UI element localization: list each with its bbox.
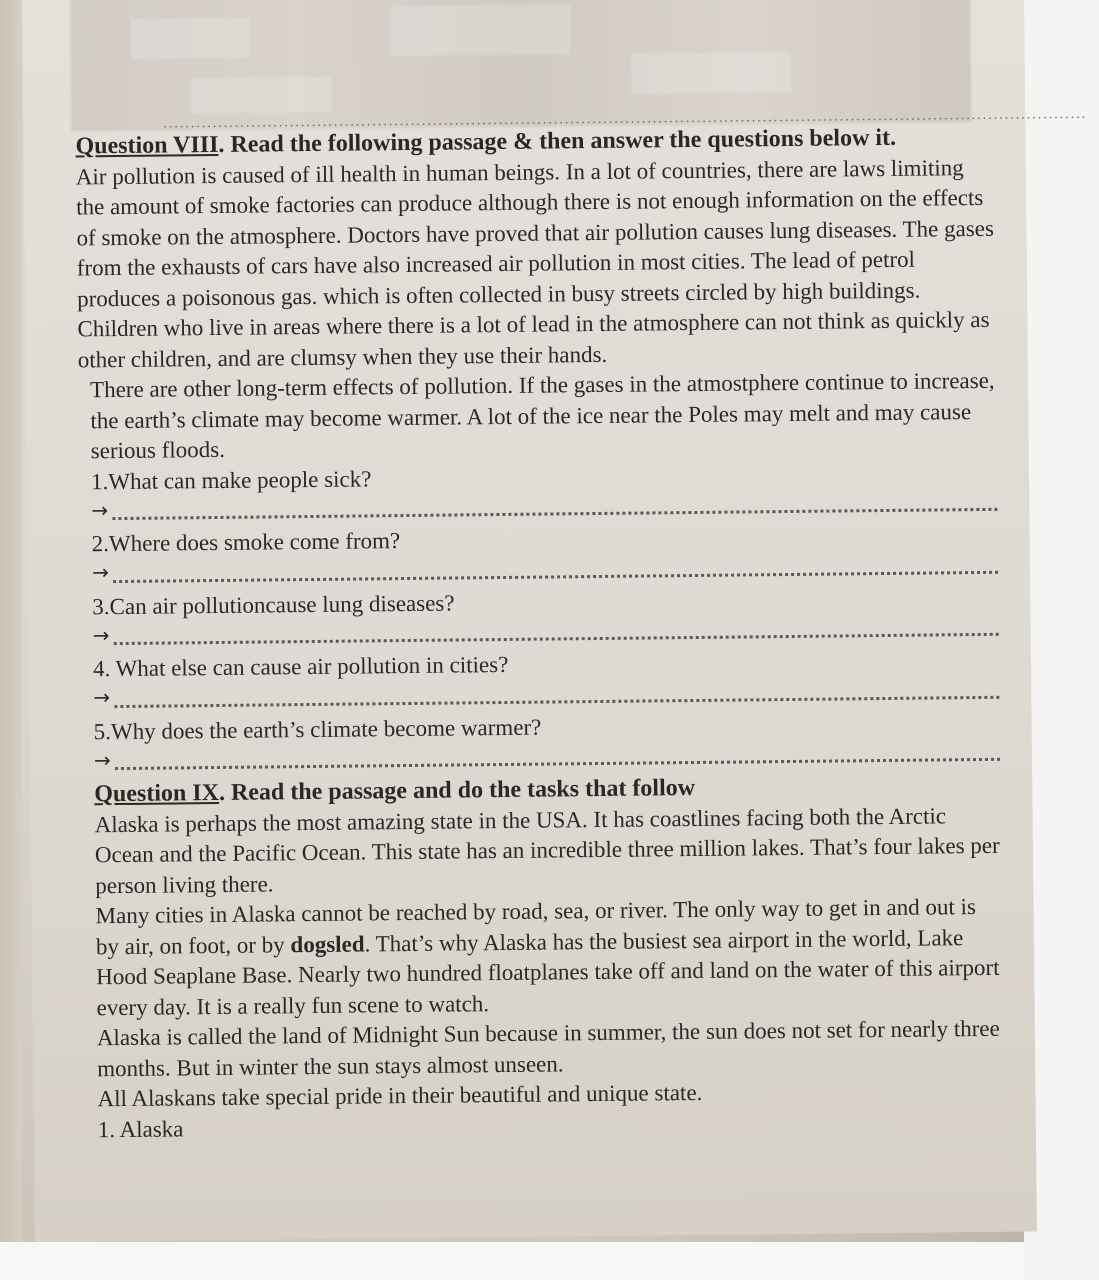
- worksheet-page: [22, 0, 1088, 1242]
- arrow-icon: →: [91, 560, 109, 585]
- dotted-answer-space: [113, 564, 998, 582]
- question-item-2: 2.Where does smoke come from?: [91, 528, 401, 557]
- dotted-answer-space: [112, 502, 997, 520]
- question-9-instruction: . Read the passage and do the tasks that follow: [218, 774, 696, 806]
- table-edge: [0, 0, 22, 1242]
- question-item-4: 4. What else can cause air pollution in cities?: [92, 651, 509, 682]
- question-item-5: 5.Why does the earth’s climate become warmer?: [93, 714, 542, 744]
- question-item-1: 1.What can make people sick?: [90, 465, 372, 494]
- passage-9-text-b: . That’s why Alaska has the busiest sea airport in the world, Lake Hood Seaplane Base. Nearly two hundred floatplanes take off and land on the water of this airport every day. It is a really fun scene to watch.: [96, 924, 1000, 1020]
- question-9-number: Question IX: [94, 779, 220, 808]
- passage-8-paragraph-2: There are other long-term effects of pollution. If the gases in the atmostphere continue to increase, the earth’s climate may become warmer. A lot of the ice near the Poles may melt and may cause serious floods.: [89, 367, 995, 464]
- question-8-instruction: . Read the following passage & then answer the questions below it.: [218, 124, 897, 158]
- question-8-number: Question VIII: [75, 131, 219, 160]
- arrow-icon: →: [93, 747, 111, 772]
- passage-9-paragraph-1: Alaska is perhaps the most amazing state in the USA. It has coastlines facing both the Arctic Ocean and the Pacific Ocean. This state has an incredible three million lakes. That’s four lakes per person living there.: [94, 802, 1000, 898]
- dotted-line: ........................................................................................................................................................................: [163, 106, 1088, 132]
- passage-9-paragraph-3: Alaska is called the land of Midnight Sun because in summer, the sun does not set for nearly three months. But in winter the sun stays almost unseen.: [96, 1015, 1000, 1081]
- dotted-answer-space: [115, 752, 1000, 770]
- passage-9-bold-word: dogsled: [290, 930, 365, 957]
- passage-9-paragraph-2: [83, 892, 1002, 1024]
- passage-9-text-a: Many cities in Alaska cannot be reached by road, sea, or river. The only way to get in and out is by air, on foot, or by: [95, 894, 977, 959]
- arrow-icon: →: [92, 622, 110, 647]
- task-first-line: 1. Alaska: [97, 1115, 184, 1142]
- passage-8-paragraph-1: Air pollution is caused of ill health in human beings. In a lot of countries, there are laws limiting the amount of smoke factories can produce although there is not enough information on the effects of smoke on the atmosphere. Doctors have proved that air pollution causes lung diseases. The gases from the exhausts of cars have also increased air pollution in most cities. The lead of petrol produces a poisonous gas. which is often collected in busy streets circled by high buildings. Children who live in areas where there is a lot of lead in the atmosphere can not think as quickly as other children, and are clumsy when they use their hands.: [75, 154, 995, 372]
- worksheet-content: [75, 122, 1004, 1146]
- dotted-answer-space: [113, 627, 998, 645]
- bottom-margin: [0, 1242, 1024, 1280]
- dotted-answer-space: [114, 689, 999, 707]
- question-item-3: 3.Can air pollutioncause lung diseases?: [92, 590, 455, 619]
- arrow-icon: →: [93, 685, 111, 710]
- arrow-icon: →: [91, 497, 109, 522]
- passage-9-paragraph-4: All Alaskans take special pride in their beautiful and unique state.: [97, 1079, 703, 1112]
